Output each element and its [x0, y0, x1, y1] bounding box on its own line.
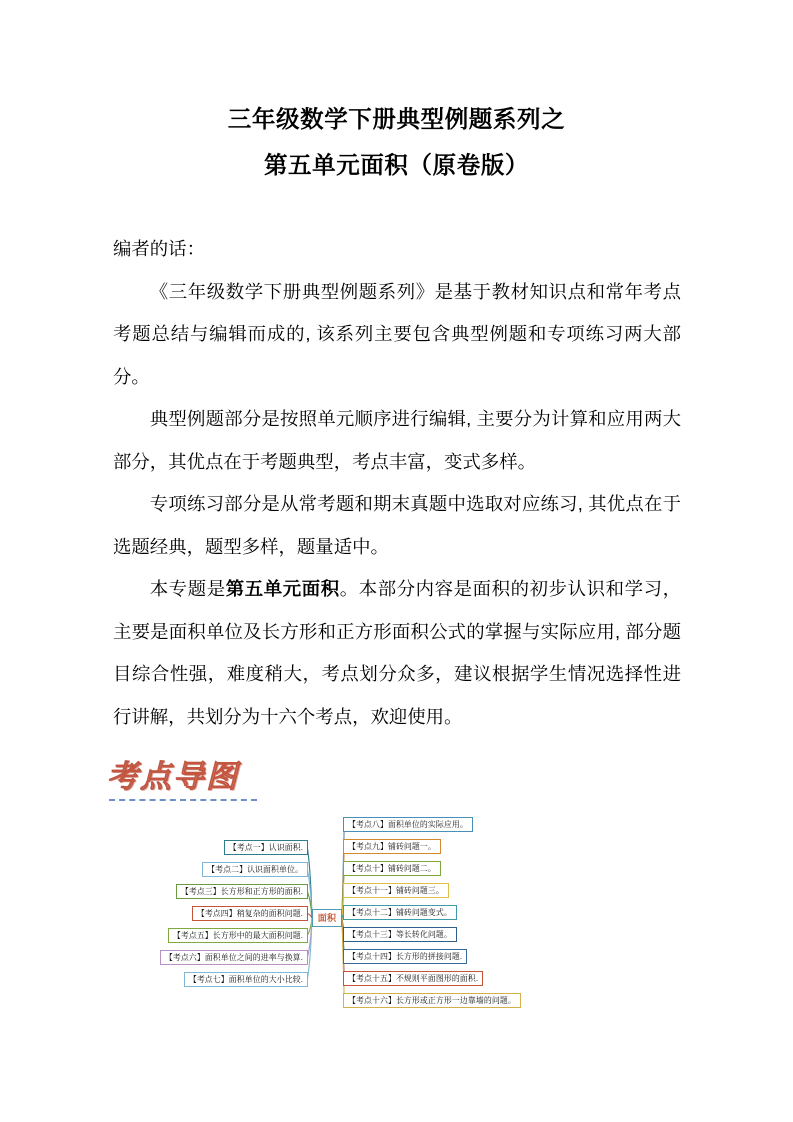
exam-points-map-heading	[107, 757, 287, 809]
mindmap-node-left-5[interactable]: 【考点五】长方形中的最大面积问题.	[168, 928, 308, 943]
title-line-1: 三年级数学下册典型例题系列之	[227, 106, 566, 132]
mindmap-node-right-13[interactable]: 【考点十三】等长转化问题。	[343, 927, 457, 942]
mindmap-node-left-7[interactable]: 【考点七】面积单位的大小比较.	[184, 972, 308, 987]
mindmap-center-node[interactable]: 面积	[312, 909, 342, 927]
exam-points-map-heading-text: 考点导图	[107, 757, 287, 797]
editor-note-heading: 编者的话：	[113, 238, 205, 259]
mindmap-node-left-4[interactable]: 【考点四】稍复杂的面积问题.	[192, 906, 308, 921]
mindmap-node-right-8[interactable]: 【考点八】面积单位的实际应用。	[343, 817, 473, 832]
title-line-2: 第五单元面积（原卷版）	[263, 152, 530, 178]
mindmap-node-right-15[interactable]: 【考点十五】不规则平面图形的面积.	[343, 971, 483, 986]
page-title	[0, 96, 793, 188]
mindmap-node-right-9[interactable]: 【考点九】铺砖问题一。	[343, 839, 441, 854]
paragraph-4-prefix: 本专题是	[149, 578, 226, 599]
body-content	[113, 228, 681, 738]
heading-dashed-underline	[109, 799, 257, 801]
mindmap-node-right-14[interactable]: 【考点十四】长方形的拼接问题.	[343, 949, 467, 964]
mindmap-node-left-3[interactable]: 【考点三】长方形和正方形的面积.	[176, 884, 308, 899]
mindmap-node-left-6[interactable]: 【考点六】面积单位之间的进率与换算.	[160, 950, 308, 965]
mindmap-node-right-16[interactable]: 【考点十六】长方形或正方形一边靠墙的问题。	[343, 993, 521, 1008]
mindmap-node-right-10[interactable]: 【考点十】铺砖问题二。	[343, 861, 441, 876]
mindmap-node-right-12[interactable]: 【考点十二】铺砖问题变式。	[343, 905, 457, 920]
paragraph-1: 《三年级数学下册典型例题系列》是基于教材知识点和常年考点考题总结与编辑而成的, 该系列主要包含典型例题和专项练习两大部分。	[113, 280, 681, 387]
paragraph-4-suffix: 。本部分内容是面积的初步认识和学习，主要是面积单位及长方形和正方形面积公式的掌握与实际应用, 部分题目综合性强，难度稍大，考点划分众多，建议根据学生情况选择性进行讲解，共划分为十六个考点，欢迎使用。	[113, 578, 681, 727]
mindmap-node-left-2[interactable]: 【考点二】认识面积单位。	[202, 862, 308, 877]
paragraph-3: 专项练习部分是从常考题和期末真题中选取对应练习, 其优点在于选题经典，题型多样，题量适中。	[113, 493, 681, 557]
paragraph-2: 典型例题部分是按照单元顺序进行编辑, 主要分为计算和应用两大部分，其优点在于考题典型，考点丰富，变式多样。	[113, 408, 681, 472]
paragraph-4	[113, 568, 681, 738]
paragraph-4-topic: 第五单元面积	[225, 578, 340, 599]
mindmap-node-right-11[interactable]: 【考点十一】铺砖问题三。	[343, 883, 449, 898]
mindmap-node-left-1[interactable]: 【考点一】认识面积.	[224, 840, 308, 855]
mindmap-diagram	[128, 812, 673, 1024]
